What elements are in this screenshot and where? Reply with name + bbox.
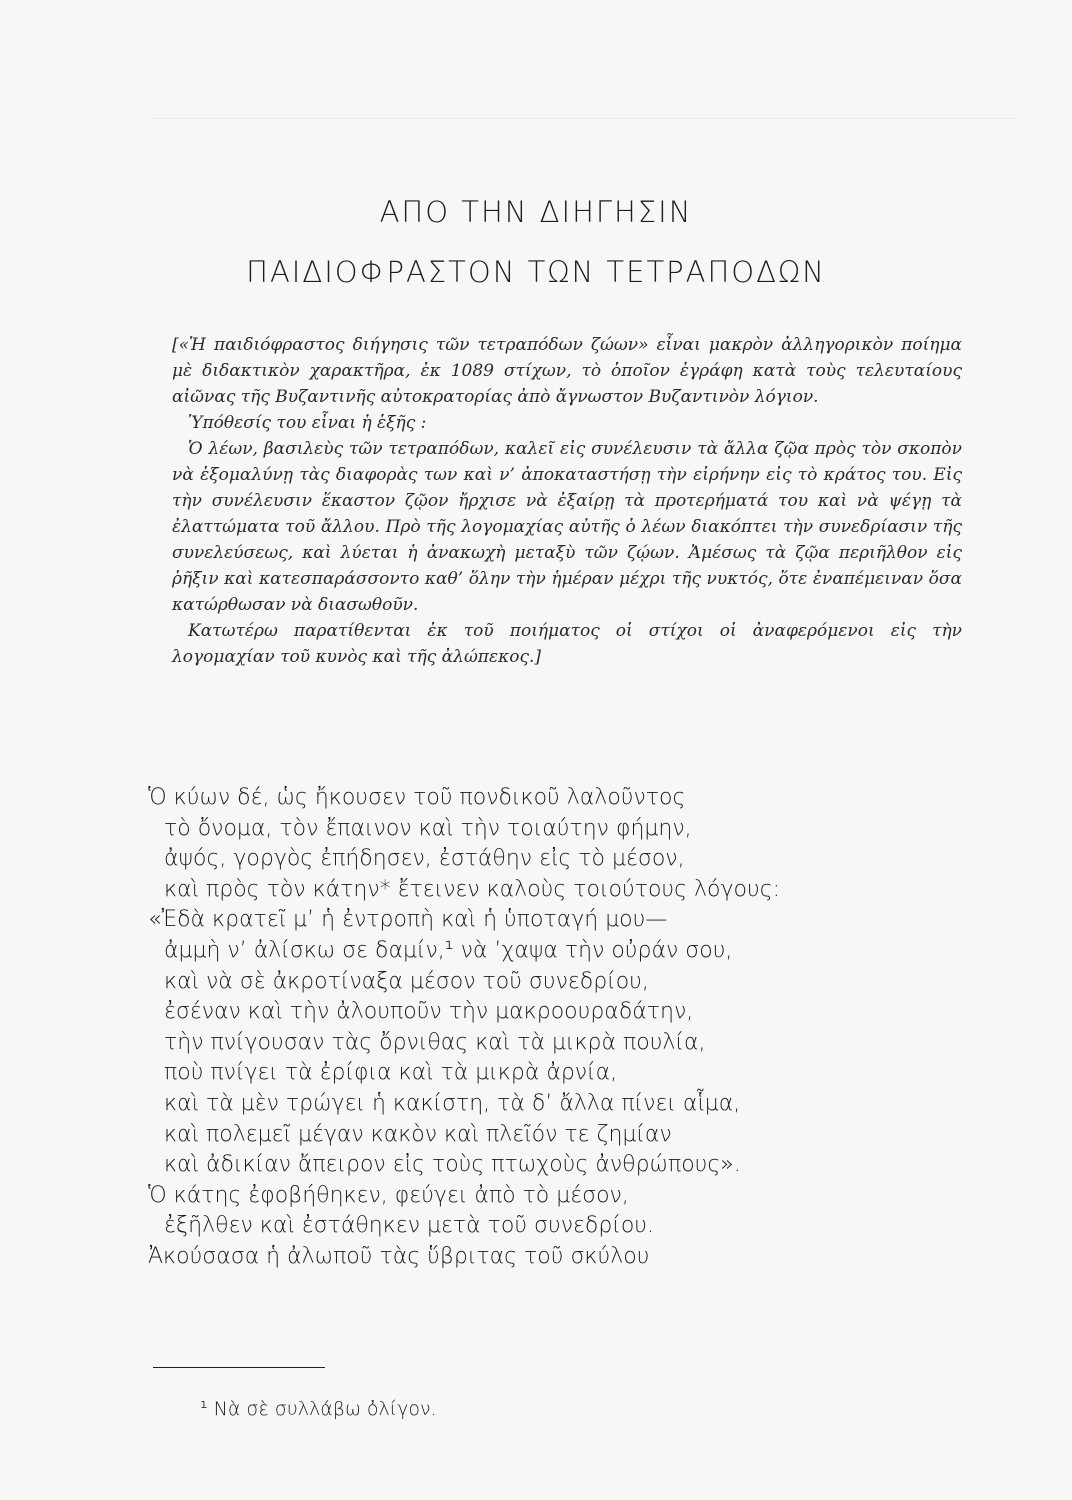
poem-line: ἐσέναν καὶ τὴν ἀλουποῦν τὴν μακροουραδάτην, bbox=[164, 999, 694, 1025]
poem-line: καὶ πολεμεῖ μέγαν κακὸν καὶ πλεῖόν τε ζημίαν bbox=[164, 1121, 672, 1147]
poem-line: Ὁ κάτης ἐφοβήθηκεν, φεύγει ἀπὸ τὸ μέσον, bbox=[148, 1182, 629, 1208]
poem-line: ἀψός, γοργὸς ἐπήδησεν, ἐστάθην εἰς τὸ μέσον, bbox=[164, 846, 685, 872]
intro-block bbox=[172, 332, 962, 670]
poem-line: τὴν πνίγουσαν τὰς ὄρνιθας καὶ τὰ μικρὰ πουλία, bbox=[164, 1029, 706, 1055]
poem-line: ἀμμὴ ν’ ἀλίσκω σε δαμίν,¹ νὰ ’χαψα τὴν οὐράν σου, bbox=[164, 937, 733, 963]
intro-paragraph-4: Κατωτέρω παρατίθενται ἐκ τοῦ ποιήματος οἱ στίχοι οἱ ἀναφερόμενοι εἰς τὴν λογομαχίαν τοῦ κυνὸς καὶ τῆς ἀλώπεκος.] bbox=[172, 621, 962, 667]
intro-paragraph-3: Ὁ λέων, βασιλεὺς τῶν τετραπόδων, καλεῖ εἰς συνέλευσιν τὰ ἄλλα ζῷα πρὸς τὸν σκοπὸν νὰ ἐξομαλύνῃ τὰς διαφορὰς των καὶ ν’ ἀποκαταστήσῃ τὴν εἰρήνην εἰς τὸ κράτος του. Εἰς τὴν συνέλευσιν ἕκαστον ζῷον ἤρχισε νὰ ἐξαίρῃ τὰ προτερήματά του καὶ νὰ ψέγῃ τὰ ἐλαττώματα τοῦ ἄλλου. Πρὸ τῆς λογομαχίας αὐτῆς ὁ λέων διακόπτει τὴν συνεδρίασιν τῆς συνελεύσεως, καὶ λύεται ἡ ἀνακωχὴ μεταξὺ τῶν ζῴων. Ἀμέσως τὰ ζῷα περιῆλθον εἰς ῥῆξιν καὶ κατεσπαράσσοντο καθ’ ὅλην τὴν ἡμέραν μέχρι τῆς νυκτός, ὅτε ἐναπέμειναν ὅσα κατώρθωσαν νὰ διασωθοῦν. bbox=[172, 439, 962, 615]
poem-line: καὶ ἀδικίαν ἄπειρον εἰς τοὺς πτωχοὺς ἀνθρώπους». bbox=[164, 1152, 741, 1178]
title-line-2: ΠΑΙΔΙΟΦΡΑΣΤΟΝ ΤΩΝ ΤΕΤΡΑΠΟΔΩΝ bbox=[246, 255, 826, 289]
footnote-separator bbox=[153, 1367, 325, 1368]
poem-line: Ἀκούσασα ἡ ἀλωποῦ τὰς ὕβριτας τοῦ σκύλου bbox=[148, 1243, 650, 1269]
poem-line: ποὺ πνίγει τὰ ἐρίφια καὶ τὰ μικρὰ ἀρνία, bbox=[164, 1060, 618, 1086]
poem-line: τὸ ὄνομα, τὸν ἔπαινον καὶ τὴν τοιαύτην φήμην, bbox=[164, 815, 692, 841]
poem-block bbox=[148, 783, 948, 1273]
poem-line: «Ἐδὰ κρατεῖ μ’ ἡ ἐντροπὴ καὶ ἡ ὑποταγή μου— bbox=[148, 907, 668, 933]
poem-line: καὶ τὰ μὲν τρώγει ἡ κακίστη, τὰ δ’ ἄλλα πίνει αἷμα, bbox=[164, 1090, 741, 1116]
poem-line: καὶ πρὸς τὸν κάτην* ἔτεινεν καλοὺς τοιούτους λόγους: bbox=[164, 876, 781, 902]
intro-paragraph-1: [«Ἡ παιδιόφραστος διήγησις τῶν τετραπόδων ζώων» εἶναι μακρὸν ἀλληγορικὸν ποίημα μὲ διδακτικὸν χαρακτῆρα, ἐκ 1089 στίχων, τὸ ὁποῖον ἐγράφη κατὰ τοὺς τελευταίους αἰῶνας τῆς Βυζαντινῆς αὐτοκρατορίας ἀπὸ ἄγνωστον Βυζαντινὸν λόγιον. bbox=[172, 335, 962, 407]
poem-line: Ὁ κύων δέ, ὡς ἤκουσεν τοῦ πονδικοῦ λαλοῦντος bbox=[148, 785, 686, 810]
intro-paragraph-2: Ὑπόθεσίς του εἶναι ἡ ἑξῆς : bbox=[188, 413, 427, 433]
poem-line: καὶ νὰ σὲ ἀκροτίναξα μέσον τοῦ συνεδρίου, bbox=[164, 968, 649, 994]
footnote: ¹ Νὰ σὲ συλλάβω ὀλίγον. bbox=[200, 1398, 437, 1420]
bleed-through-shadow bbox=[150, 118, 1020, 120]
title-line-1: ΑΠΟ ΤΗΝ ΔΙΗΓΗΣΙΝ bbox=[379, 195, 693, 229]
poem-line: ἐξῆλθεν καὶ ἐστάθηκεν μετὰ τοῦ συνεδρίου. bbox=[164, 1213, 655, 1239]
